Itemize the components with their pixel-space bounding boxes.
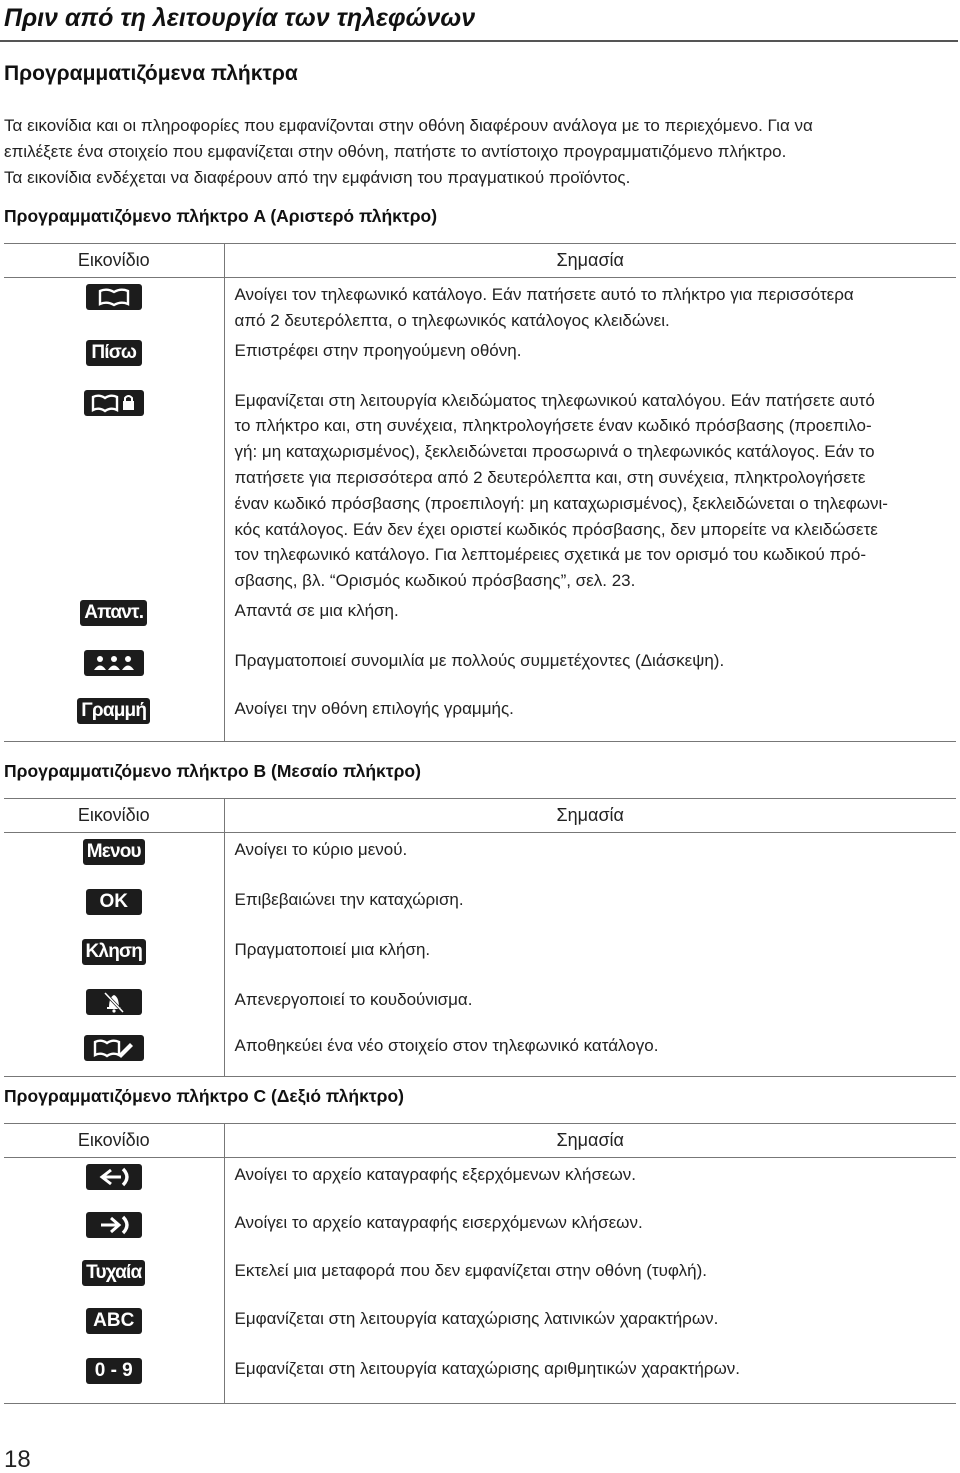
intro-line: Τα εικονίδια και οι πληροφορίες που εμφανίζονται στην οθόνη διαφέρουν ανάλογα με το περιεχόμενο. Για να: [4, 116, 813, 135]
column-header-icon: Εικονίδιο: [4, 799, 224, 833]
intro-line: επιλέξετε ένα στοιχείο που εμφανίζεται στην οθόνη, πατήστε το αντίστοιχο προγραμματιζόμενο πλήκτρο.: [4, 142, 787, 161]
meaning-line: Αποθηκεύει ένα νέο στοιχείο στον τηλεφωνικό κατάλογο.: [234, 1035, 659, 1055]
meaning-line: Εκτελεί μια μεταφορά που δεν εμφανίζεται στην οθόνη (τυφλή).: [234, 1260, 707, 1280]
phonebook-save-icon: [84, 1035, 144, 1061]
incoming-log-icon: [86, 1212, 142, 1238]
phonebook-icon: [86, 284, 142, 310]
meaning-line: Επιστρέφει στην προηγούμενη οθόνη.: [234, 340, 522, 360]
meaning-line: τον τηλεφωνικό κατάλογο. Για λεπτομέρειες σχετικά με τον ορισμό του κωδικού πρό-: [234, 545, 867, 565]
table-row: [4, 278, 956, 334]
numeric-input-key: 0 - 9: [86, 1358, 142, 1384]
table-row: [4, 334, 956, 380]
page-number: 18: [4, 1446, 31, 1473]
meaning-line: Επιβεβαιώνει την καταχώριση.: [234, 889, 464, 909]
conference-icon: [84, 650, 144, 676]
table-row: [4, 1254, 956, 1302]
meaning-line: Απαντά σε μια κλήση.: [234, 600, 399, 620]
soft-key-b-table: [4, 798, 956, 1077]
intro-paragraph: [4, 113, 954, 191]
meaning-line: Ανοίγει το αρχείο καταγραφής εισερχόμενων κλήσεων.: [234, 1212, 643, 1232]
meaning-line: Ανοίγει το αρχείο καταγραφής εξερχόμενων κλήσεων.: [234, 1165, 637, 1184]
phonebook-lock-icon: [84, 390, 144, 416]
table-row: [4, 1352, 956, 1404]
menu-key: Μενου: [83, 839, 145, 865]
intro-line: Τα εικονίδια ενδέχεται να διαφέρουν από την εμφάνιση του πραγματικού προϊόντος.: [4, 168, 631, 187]
table-row: [4, 983, 956, 1029]
column-header-meaning: Σημασία: [224, 1124, 956, 1158]
soft-key-a-table: [4, 243, 956, 742]
meaning-line: Εμφανίζεται στη λειτουργία καταχώρισης λατινικών χαρακτήρων.: [234, 1308, 719, 1328]
header-divider: [0, 40, 958, 42]
table-b-heading: Προγραμματιζόμενο πλήκτρο B (Μεσαίο πλήκτρο): [4, 761, 421, 781]
column-header-meaning: Σημασία: [224, 799, 956, 833]
meaning-line: κός κατάλογος. Εάν δεν έχει οριστεί κωδικός πρόσβασης, δεν μπορείτε να κλειδώσετε: [234, 519, 878, 539]
meaning-line: Εμφανίζεται στη λειτουργία καταχώρισης αριθμητικών χαρακτήρων.: [234, 1358, 740, 1378]
column-header-icon: Εικονίδιο: [4, 244, 224, 278]
meaning-line: Εμφανίζεται στη λειτουργία κλειδώματος τηλεφωνικού καταλόγου. Εάν πατήσετε αυτό: [234, 390, 875, 410]
meaning-line: Πραγματοποιεί συνομιλία με πολλούς συμμετέχοντες (Διάσκεψη).: [234, 650, 725, 670]
meaning-line: έναν κωδικό πρόσβασης (προεπιλογή: μη καταχωρισμένος), ξεκλειδώνεται ο τηλεφωνι-: [234, 493, 888, 513]
column-header-meaning: Σημασία: [224, 244, 956, 278]
section-title: Προγραμματιζόμενα πλήκτρα: [4, 62, 298, 85]
latin-input-key: ABC: [86, 1308, 142, 1334]
table-row: [4, 1158, 956, 1206]
table-row: [4, 644, 956, 692]
table-row: [4, 883, 956, 933]
meaning-line: σβασης, βλ. “Ορισμός κωδικού πρόσβασης”, σελ. 23.: [234, 571, 636, 591]
meaning-line: Ανοίγει το κύριο μενού.: [234, 840, 408, 859]
meaning-line: Ανοίγει την οθόνη επιλογής γραμμής.: [234, 698, 514, 718]
table-row: [4, 380, 956, 594]
table-row: [4, 833, 956, 883]
table-row: [4, 594, 956, 644]
page-header-title: Πριν από τη λειτουργία των τηλεφώνων: [4, 4, 476, 32]
table-row: [4, 933, 956, 983]
soft-key-c-table: [4, 1123, 956, 1404]
outgoing-log-icon: [86, 1164, 142, 1190]
table-row: [4, 1302, 956, 1352]
ringer-off-icon: [86, 989, 142, 1015]
call-key: Κληση: [82, 939, 147, 965]
ok-key: OK: [86, 889, 142, 915]
answer-key: Απαντ.: [80, 600, 147, 626]
meaning-line: Απενεργοποιεί το κουδούνισμα.: [234, 989, 473, 1009]
blind-transfer-key: Τυχαία: [82, 1260, 145, 1286]
meaning-line: Ανοίγει τον τηλεφωνικό κατάλογο. Εάν πατήσετε αυτό το πλήκτρο για περισσότερα: [234, 285, 854, 304]
meaning-line: γή: μη καταχωρισμένος), ξεκλειδώνεται προσωρινά ο τηλεφωνικός κατάλογος. Εάν το: [234, 442, 875, 462]
table-row: [4, 692, 956, 742]
back-key: Πίσω: [86, 340, 142, 366]
table-c-heading: Προγραμματιζόμενο πλήκτρο C (Δεξιό πλήκτρο): [4, 1086, 404, 1106]
meaning-line: το πλήκτρο και, στη συνέχεια, πληκτρολογήσετε έναν κωδικό πρόσβασης (προεπιλο-: [234, 416, 872, 436]
table-a-heading: Προγραμματιζόμενο πλήκτρο A (Αριστερό πλήκτρο): [4, 206, 438, 226]
meaning-line: από 2 δευτερόλεπτα, ο τηλεφωνικός κατάλογος κλειδώνει.: [234, 310, 670, 330]
column-header-icon: Εικονίδιο: [4, 1124, 224, 1158]
table-row: [4, 1206, 956, 1254]
table-row: [4, 1029, 956, 1077]
line-key: Γραμμή: [77, 698, 150, 724]
meaning-line: Πραγματοποιεί μια κλήση.: [234, 939, 431, 959]
meaning-line: πατήσετε για περισσότερα από 2 δευτερόλεπτα και, στη συνέχεια, πληκτρολογήσετε: [234, 467, 866, 487]
